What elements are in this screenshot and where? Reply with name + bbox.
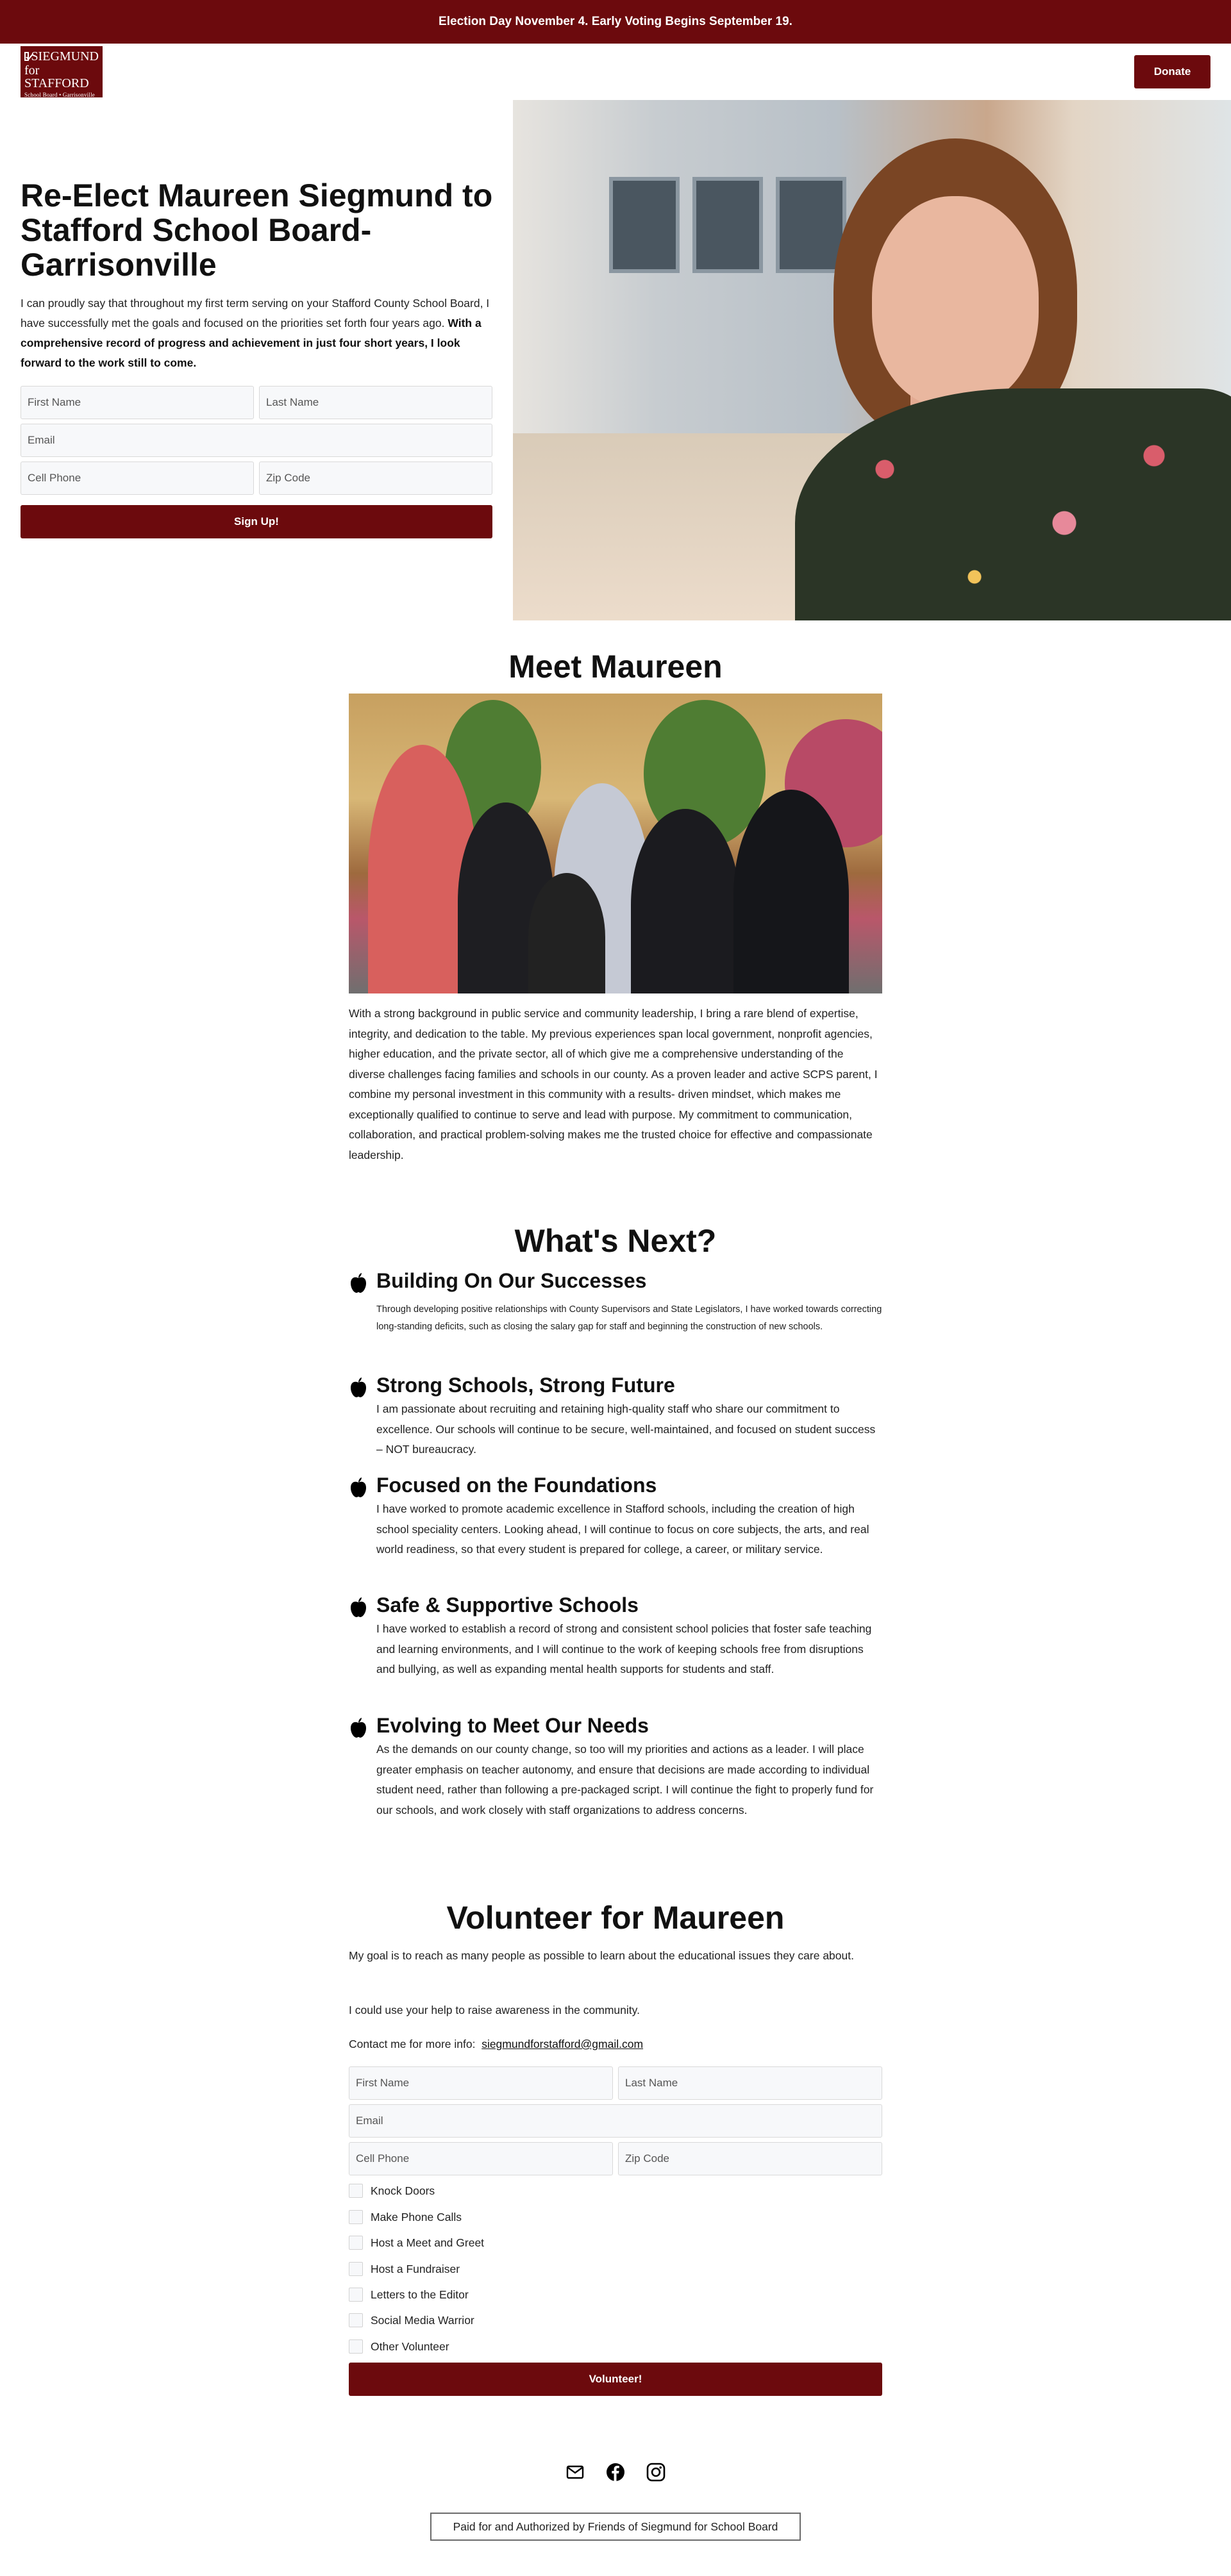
platform-item-heading: Strong Schools, Strong Future xyxy=(376,1374,675,1397)
logo-line-2: for STAFFORD xyxy=(24,63,89,90)
volunteer-option-label: Host a Fundraiser xyxy=(371,2262,460,2275)
whats-next-title: What's Next? xyxy=(514,1223,717,1259)
hero-signup-button[interactable]: Sign Up! xyxy=(21,505,492,538)
volunteer-first-name-input[interactable] xyxy=(349,2066,613,2100)
volunteer-contact xyxy=(349,2034,882,2055)
platform-item-text: I have worked to establish a record of strong and consistent school policies that foster safe teaching and learning environments, and I will continue to the work of keeping schools free from disruptions and bullying, as well as expanding mental health supports for students and staff. xyxy=(376,1622,872,1675)
checkbox[interactable] xyxy=(349,2262,363,2276)
logo-line-3: School Board • Garrisonville xyxy=(24,92,95,98)
checkbox[interactable] xyxy=(349,2210,363,2224)
checkbox[interactable] xyxy=(349,2288,363,2302)
apple-icon xyxy=(349,1597,368,1618)
donate-button[interactable]: Donate xyxy=(1134,55,1210,88)
paid-for-text: Paid for and Authorized by Friends of Siegmund for School Board xyxy=(453,2520,778,2533)
volunteer-submit-button[interactable]: Volunteer! xyxy=(349,2363,882,2396)
instagram-icon[interactable] xyxy=(645,2461,667,2483)
platform-item-text: I have worked to promote academic excellence in Stafford schools, including the creation of high school speciality centers. Looking ahead, I will continue to focus on core subjects, the arts, and real world readiness, so that every student is prepared for college, a career, or military service. xyxy=(376,1502,869,1556)
volunteer-option-label: Other Volunteer xyxy=(371,2339,449,2353)
volunteer-option-social-media[interactable] xyxy=(349,2313,474,2328)
family-photo xyxy=(349,694,882,993)
platform-item-text: As the demands on our county change, so too will my priorities and actions as a leader. I will place greater emphasis on teacher autonomy, and ensure that decisions are made according to individual student need, rather than following a pre-packaged script. I will continue the fight to properly fund for our schools, and work closely with staff organizations to address concerns. xyxy=(376,1743,874,1816)
volunteer-option-meet-and-greet[interactable] xyxy=(349,2235,484,2250)
logo-line-1: SIEGMUND xyxy=(24,50,99,63)
hero-zip-input[interactable] xyxy=(259,461,492,495)
checkbox-mark-icon xyxy=(24,52,29,61)
candidate-portrait-photo xyxy=(513,100,1231,620)
checkbox[interactable] xyxy=(349,2184,363,2198)
checkbox[interactable] xyxy=(349,2313,363,2327)
hero-title: Re-Elect Maureen Siegmund to Stafford School Board-Garrisonville xyxy=(21,178,493,283)
platform-item-text: I am passionate about recruiting and retaining high-quality staff who share our commitment to excellence. Our schools will continue to be secure, well-maintained, and focused on student success – NOT bureaucracy. xyxy=(376,1402,876,1456)
hero-email-input[interactable] xyxy=(21,424,492,457)
volunteer-option-label: Make Phone Calls xyxy=(371,2210,462,2223)
apple-icon xyxy=(349,1272,368,1294)
volunteer-option-label: Knock Doors xyxy=(371,2184,435,2197)
apple-icon xyxy=(349,1377,368,1399)
hero-intro-text: I can proudly say that throughout my first term serving on your Stafford County School Board, I have successfully met the goals and focused on the priorities set forth four years ago. xyxy=(21,297,490,329)
facebook-icon[interactable] xyxy=(605,2461,626,2483)
meet-title: Meet Maureen xyxy=(508,649,723,685)
volunteer-last-name-input[interactable] xyxy=(618,2066,882,2100)
volunteer-option-letters[interactable] xyxy=(349,2287,469,2302)
volunteer-cell-phone-input[interactable] xyxy=(349,2142,613,2175)
platform-item-text: Through developing positive relationships with County Supervisors and State Legislators, I have worked towards correcting long-standing deficits, such as closing the salary gap for staff and beginning the construction of new schools. xyxy=(376,1304,882,1332)
volunteer-goal-text: My goal is to reach as many people as possible to learn about the educational issues they care about. xyxy=(349,1949,854,1962)
platform-item-heading: Building On Our Successes xyxy=(376,1269,647,1292)
volunteer-option-knock-doors[interactable] xyxy=(349,2183,435,2198)
contact-prefix: Contact me for more info: xyxy=(349,2038,476,2050)
platform-item-heading: Evolving to Meet Our Needs xyxy=(376,1714,649,1737)
hero-first-name-input[interactable] xyxy=(21,386,254,419)
volunteer-help-text: I could use your help to raise awareness in the community. xyxy=(349,2004,640,2016)
volunteer-option-phone-calls[interactable] xyxy=(349,2209,462,2225)
site-header xyxy=(0,44,1231,100)
volunteer-option-label: Social Media Warrior xyxy=(371,2313,474,2327)
volunteer-option-label: Letters to the Editor xyxy=(371,2288,469,2301)
volunteer-option-label: Host a Meet and Greet xyxy=(371,2236,485,2249)
hero-intro xyxy=(21,294,500,373)
checkbox[interactable] xyxy=(349,2236,363,2250)
volunteer-email-input[interactable] xyxy=(349,2104,882,2138)
volunteer-zip-input[interactable] xyxy=(618,2142,882,2175)
platform-item-heading: Safe & Supportive Schools xyxy=(376,1593,639,1616)
hero-intro-bold: With a comprehensive record of progress and achievement in just four short years, I look forward to the work still to come. xyxy=(21,317,482,369)
checkbox[interactable] xyxy=(349,2339,363,2354)
meet-biography: With a strong background in public service and community leadership, I bring a rare blend of expertise, integrity, and dedication to the table. My previous experiences span local government, nonprofit agencies, higher education, and the private sector, all of which give me a comprehensive understanding of the diverse challenges facing families and schools in our county. As a proven leader and active SCPS parent, I combine my personal investment in this community with a results- driven mindset, which makes me exceptionally qualified to continue to serve and lead with purpose. My commitment to communication, collaboration, and practical problem-solving makes me the trusted choice for effective and compassionate leadership. xyxy=(349,1007,878,1161)
apple-icon xyxy=(349,1477,368,1499)
election-banner-text: Election Day November 4. Early Voting Begins September 19. xyxy=(439,15,792,28)
hero-cell-phone-input[interactable] xyxy=(21,461,254,495)
volunteer-option-other[interactable] xyxy=(349,2339,449,2354)
platform-item-heading: Focused on the Foundations xyxy=(376,1474,657,1497)
volunteer-option-fundraiser[interactable] xyxy=(349,2261,460,2277)
election-banner xyxy=(0,0,1231,44)
hero-last-name-input[interactable] xyxy=(259,386,492,419)
volunteer-title: Volunteer for Maureen xyxy=(446,1900,785,1936)
contact-email-link[interactable]: siegmundforstafford@gmail.com xyxy=(482,2038,644,2050)
paid-for-disclaimer xyxy=(430,2513,801,2541)
campaign-logo[interactable] xyxy=(21,46,103,97)
apple-icon xyxy=(349,1717,368,1739)
mail-icon[interactable] xyxy=(564,2461,586,2483)
